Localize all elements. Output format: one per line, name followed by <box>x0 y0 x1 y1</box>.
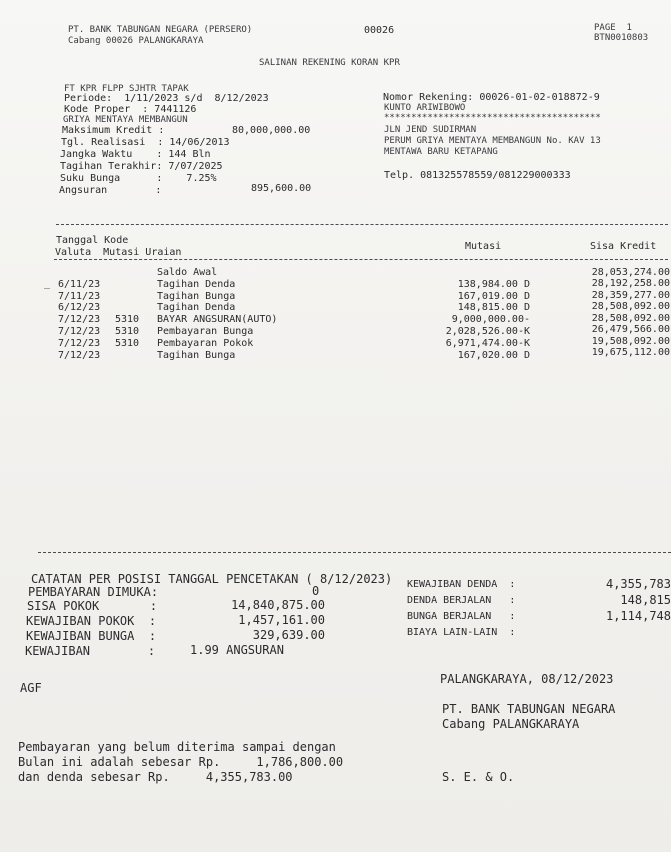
row-uraian: Pembayaran Pokok <box>157 337 254 349</box>
tagihan-terakhir: Tagihan Terakhir: 7/07/2025 <box>60 161 223 172</box>
customer-name: KUNTO ARIWIBOWO <box>384 103 466 113</box>
row-date: 6/11/23 <box>58 278 101 290</box>
kode-proper: Kode Proper : 7441126 <box>64 104 197 115</box>
row-sisa: 28,053,274.00 <box>591 267 670 278</box>
sisa-pokok-label: SISA POKOK : <box>27 599 158 613</box>
row-kode: 5310 <box>115 314 140 326</box>
seo-mark: S. E. & O. <box>442 770 515 784</box>
col-header-sisa: Sisa Kredit <box>590 241 657 252</box>
divider-summary <box>38 552 671 553</box>
address-line-3: MENTAWA BARU KETAPANG <box>384 147 498 157</box>
note-line-1: Pembayaran yang belum diterima sampai dengan <box>18 740 336 754</box>
row-mutasi: 9,000,000.00- <box>451 314 530 326</box>
kewajiban-bunga-value: 329,639.00 <box>252 628 325 642</box>
note-line-3: dan denda sebesar Rp. 4,355,783.00 <box>18 770 293 784</box>
signer-bank: PT. BANK TABUNGAN NEGARA <box>442 702 616 716</box>
maksimum-kredit-label: Maksimum Kredit : <box>62 125 165 136</box>
kewajiban-pokok-label: KEWAJIBAN POKOK : <box>26 614 157 628</box>
kewajiban-label: KEWAJIBAN : <box>25 644 156 658</box>
row-sisa: 28,359,277.00 <box>591 289 670 301</box>
maksimum-kredit-value: 80,000,000.00 <box>232 125 311 136</box>
row-date: 6/12/23 <box>58 302 101 314</box>
place-date: PALANGKARAYA, 08/12/2023 <box>440 672 614 686</box>
row-sisa: 28,508,092.00 <box>591 301 670 313</box>
product-name: FT KPR FLPP SJHTR TAPAK <box>64 84 189 94</box>
row-date: 7/12/23 <box>58 337 101 349</box>
bunga-berjalan-value: 1,114,748 <box>605 609 671 623</box>
row-kode: 5310 <box>115 337 140 349</box>
angsuran-value: 895,600.00 <box>251 183 312 194</box>
row-mutasi: 148,815.00 D <box>457 302 530 314</box>
note-line-2: Bulan ini adalah sebesar Rp. 1,786,800.00 <box>18 755 344 769</box>
row-sisa: 28,508,092.00 <box>591 312 670 324</box>
separator-stars: **************************************** <box>384 113 601 123</box>
row-uraian: Tagihan Bunga <box>157 290 236 302</box>
kewajiban-denda-value: 4,355,783 <box>605 577 671 591</box>
bank-name: PT. BANK TABUNGAN NEGARA (PERSERO) <box>68 25 253 35</box>
signer-branch: Cabang PALANGKARAYA <box>442 717 580 731</box>
address-line-2: PERUM GRIYA MENTAYA MEMBANGUN No. KAV 13 <box>384 136 601 146</box>
row-mutasi: 2,028,526.00-K <box>445 326 530 337</box>
operator-initials: AGF <box>20 681 42 695</box>
kewajiban-pokok-value: 1,457,161.00 <box>238 613 325 627</box>
row-mutasi: 138,984.00 D <box>457 278 530 290</box>
branch-code: 00026 <box>364 25 395 36</box>
row-sisa: 28,192,258.00 <box>591 278 670 290</box>
row-mutasi: 6,971,474.00-K <box>445 337 530 349</box>
catatan-heading: CATATAN PER POSISI TANGGAL PENCETAKAN ( 8/12/2023) <box>31 572 393 586</box>
row-date: 7/12/23 <box>58 326 101 337</box>
kewajiban-denda-label: KEWAJIBAN DENDA : <box>407 579 516 590</box>
row-sisa: 19,675,112.00 <box>591 347 670 359</box>
row-date: 7/11/23 <box>58 290 101 302</box>
address-line-1: JLN JEND SUDIRMAN <box>384 125 477 135</box>
denda-berjalan-value: 148,815 <box>620 593 671 607</box>
col-header-valuta: Valuta Mutasi Uraian <box>55 247 182 258</box>
row-date: 7/12/23 <box>58 314 101 326</box>
branch-name: Cabang 00026 PALANGKARAYA <box>68 36 204 46</box>
col-header-mutasi: Mutasi <box>465 241 502 252</box>
row-uraian: BAYAR ANGSURAN(AUTO) <box>157 314 278 326</box>
kewajiban-bunga-label: KEWAJIBAN BUNGA : <box>26 629 157 643</box>
tgl-realisasi: Tgl. Realisasi : 14/06/2013 <box>61 137 230 148</box>
row-uraian: Tagihan Denda <box>157 302 236 314</box>
kewajiban-value: 1.99 ANGSURAN <box>190 643 284 657</box>
sisa-pokok-value: 14,840,875.00 <box>231 598 325 612</box>
telephone: Telp. 081325578559/081229000333 <box>384 170 571 181</box>
periode: Periode: 1/11/2023 s/d 8/12/2023 <box>64 93 269 104</box>
jangka-waktu: Jangka Waktu : 144 Bln <box>60 149 211 160</box>
divider-top <box>56 224 668 225</box>
row-uraian: Tagihan Denda <box>157 278 236 290</box>
row-uraian: Pembayaran Bunga <box>157 326 254 337</box>
pembayaran-dimuka-label: PEMBAYARAN DIMUKA: <box>28 585 159 599</box>
nomor-rekening: Nomor Rekening: 00026-01-02-018872-9 <box>383 92 600 103</box>
row-uraian: Saldo Awal <box>157 267 218 278</box>
document-title: SALINAN REKENING KORAN KPR <box>259 58 400 68</box>
angsuran-label: Angsuran : <box>59 185 162 196</box>
row-sisa: 26,479,566.00 <box>591 324 670 336</box>
row-kode: 5310 <box>115 326 140 337</box>
row-uraian: Tagihan Bunga <box>157 349 236 361</box>
row-sisa: 19,508,092.00 <box>591 335 670 347</box>
row-mutasi: 167,020.00 D <box>457 349 530 361</box>
row-marker: _ <box>44 278 51 289</box>
row-mutasi: 167,019.00 D <box>457 290 530 302</box>
denda-berjalan-label: DENDA BERJALAN : <box>407 595 516 606</box>
page-number: PAGE 1 <box>594 23 632 33</box>
divider-header <box>54 259 668 260</box>
pembayaran-dimuka-value: 0 <box>312 584 320 598</box>
biaya-lain-label: BIAYA LAIN-LAIN : <box>407 627 516 638</box>
col-header-date-kode: Tanggal Kode <box>56 235 129 246</box>
form-code: BTN0010803 <box>594 33 649 43</box>
project-name: GRIYA MENTAYA MEMBANGUN <box>63 115 188 125</box>
bunga-berjalan-label: BUNGA BERJALAN : <box>407 611 516 622</box>
suku-bunga: Suku Bunga : 7.25% <box>60 173 217 184</box>
row-date: 7/12/23 <box>58 349 101 361</box>
